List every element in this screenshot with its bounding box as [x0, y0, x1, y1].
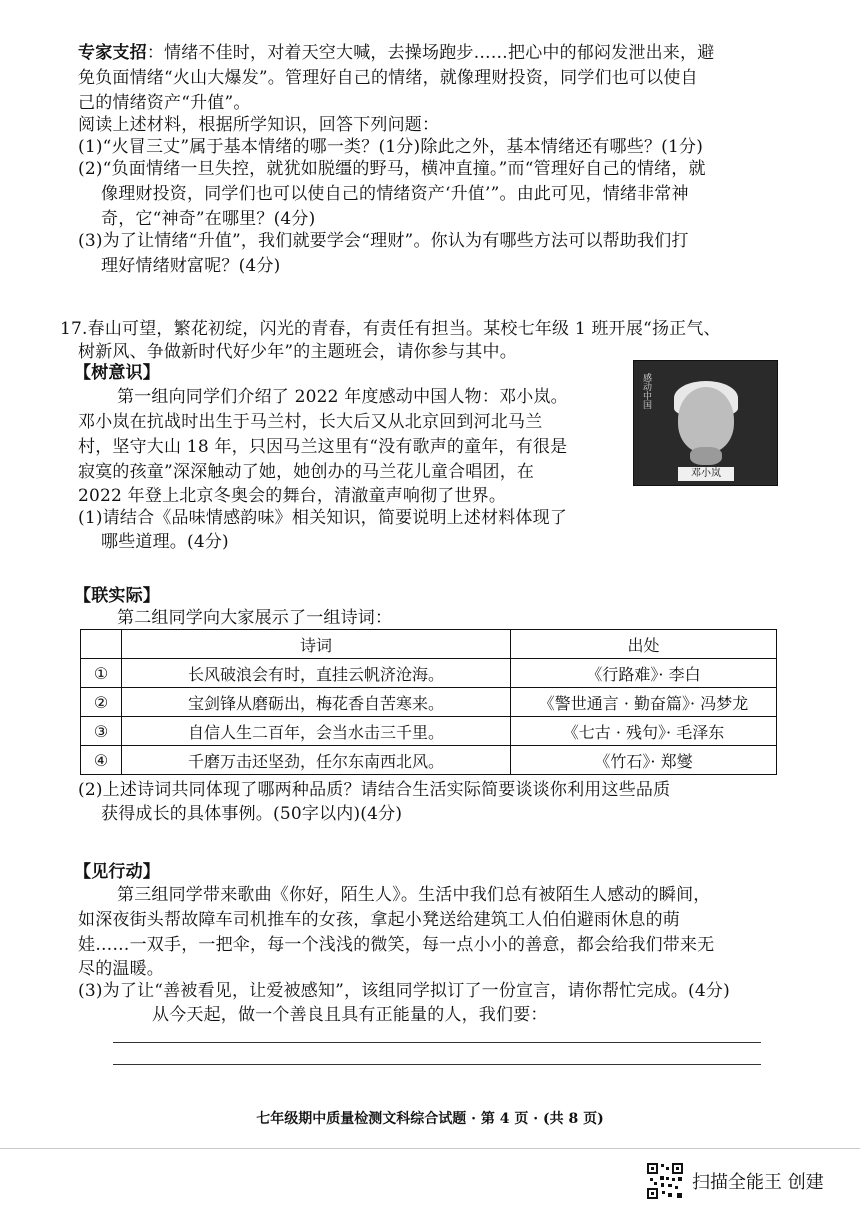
header-poem-cell: 诗词: [122, 630, 511, 659]
row-poem: 千磨万击还坚劲，任尔东南西北风。: [122, 746, 511, 775]
question-17-intro-line-2: 树新风、争做新时代好少年”的主题班会，请你参与其中。: [78, 342, 517, 362]
row-poem: 自信人生二百年，会当水击三千里。: [122, 717, 511, 746]
tip-text-1: ：情绪不佳时，对着天空大喊，去操场跑步……把心中的郁闷发泄出来，避: [146, 43, 715, 63]
question-16-3-line-1: (3)为了让情绪“升值”，我们就要学会“理财”。你认为有哪些方法可以帮助我们打: [78, 231, 689, 251]
part3-line-3: 娃……一双手，一把伞，每一个浅浅的微笑，每一点小小的善意，都会给我们带来无: [78, 935, 715, 955]
part1-title: 【树意识】: [74, 363, 160, 383]
part3-line-2: 如深夜街头帮故障车司机推车的女孩，拿起小凳送给建筑工人伯伯避雨休息的萌: [78, 910, 680, 930]
part1-line-5: 2022 年登上北京冬奥会的舞台，清澈童声响彻了世界。: [78, 486, 507, 506]
question-17-intro-line-1: 17.春山可望，繁花初绽，闪光的青春，有责任有担当。某校七年级 1 班开展“扬正气、: [60, 319, 721, 339]
part3-line-1: 第三组同学带来歌曲《你好，陌生人》。生活中我们总有被陌生人感动的瞬间，: [117, 885, 711, 905]
row-source: 《七古 · 残句》· 毛泽东: [511, 717, 777, 746]
part1-line-3: 村，坚守大山 18 年，只因马兰这里有“没有歌声的童年，有很是: [78, 437, 568, 457]
table-row: [81, 659, 777, 688]
portrait-hands: [690, 447, 722, 465]
photo-caption-mark: 感动中国: [641, 373, 651, 409]
answer-line: [113, 1064, 761, 1065]
row-number: ②: [81, 688, 122, 717]
table-row: [81, 688, 777, 717]
tip-line-1: [78, 42, 714, 64]
part1-line-2: 邓小岚在抗战时出生于马兰村，长大后又从北京回到河北马兰: [78, 412, 543, 432]
poem-table-header: [81, 630, 777, 659]
portrait-photo: [633, 360, 778, 486]
answer-line: [113, 1042, 761, 1043]
tip-label: 专家支招: [78, 43, 147, 63]
tip-line-3: 己的情绪资产“升值”。: [78, 93, 251, 113]
question-16-2-line-2: 像理财投资，同学们也可以使自己的情绪资产‘升值’”。由此可见，情绪非常神: [101, 184, 689, 204]
header-source-cell: 出处: [511, 630, 777, 659]
part1-question-line-1: (1)请结合《品味情感韵味》相关知识，简要说明上述材料体现了: [78, 508, 568, 528]
row-number: ①: [81, 659, 122, 688]
part1-line-4: 寂寞的孩童”深深触动了她，她创办的马兰花儿童合唱团，在: [78, 462, 535, 482]
poem-table: [80, 629, 777, 775]
header-num-cell: [81, 630, 122, 659]
part1-line-1: 第一组向同学们介绍了 2022 年度感动中国人物：邓小岚。: [117, 387, 568, 407]
part2-question-line-1: (2)上述诗词共同体现了哪两种品质？请结合生活实际简要谈谈你利用这些品质: [78, 780, 671, 800]
table-row: [81, 746, 777, 775]
table-row: [81, 717, 777, 746]
part3-line-4: 尽的温暖。: [78, 959, 164, 979]
part3-question: (3)为了让“善被看见，让爱被感知”，该组同学拟订了一份宣言，请你帮忙完成。(4分): [78, 981, 730, 1001]
scanner-watermark: 扫描全能王 创建: [692, 1172, 824, 1193]
row-source: 《竹石》· 郑燮: [511, 746, 777, 775]
row-number: ④: [81, 746, 122, 775]
question-16-2-line-1: (2)“负面情绪一旦失控，就犹如脱缰的野马，横冲直撞。”而“管理好自己的情绪，就: [78, 159, 706, 179]
portrait-name-label: 邓小岚: [678, 467, 734, 481]
page-footer: 七年级期中质量检测文科综合试题 · 第 4 页 · (共 8 页): [256, 1111, 604, 1127]
row-poem: 宝剑锋从磨砺出，梅花香自苦寒来。: [122, 688, 511, 717]
row-source: 《行路难》· 李白: [511, 659, 777, 688]
instruction-line: 阅读上述材料，根据所学知识，回答下列问题：: [78, 115, 440, 135]
qr-code-icon: [646, 1162, 684, 1200]
question-16-1: (1)“火冒三丈”属于基本情绪的哪一类？(1分)除此之外，基本情绪还有哪些？(1分): [78, 137, 704, 157]
part2-title: 【联实际】: [74, 586, 160, 606]
part2-intro: 第二组同学向大家展示了一组诗词：: [117, 608, 393, 628]
question-16-2-line-3: 奇，它“神奇”在哪里？(4分): [101, 209, 316, 229]
part1-question-line-2: 哪些道理。(4分): [101, 532, 229, 552]
part3-prompt: 从今天起，做一个善良且具有正能量的人，我们要：: [152, 1005, 548, 1025]
scan-separator: [0, 1148, 860, 1149]
question-16-3-line-2: 理好情绪财富呢？(4分): [101, 256, 281, 276]
row-number: ③: [81, 717, 122, 746]
part3-title: 【见行动】: [74, 862, 160, 882]
tip-line-2: 免负面情绪“火山大爆发”。管理好自己的情绪，就像理财投资，同学们也可以使自: [78, 68, 698, 88]
portrait-face: [678, 387, 734, 453]
row-poem: 长风破浪会有时，直挂云帆济沧海。: [122, 659, 511, 688]
row-source: 《警世通言 · 勤奋篇》· 冯梦龙: [511, 688, 777, 717]
part2-question-line-2: 获得成长的具体事例。(50字以内)(4分): [101, 804, 403, 824]
